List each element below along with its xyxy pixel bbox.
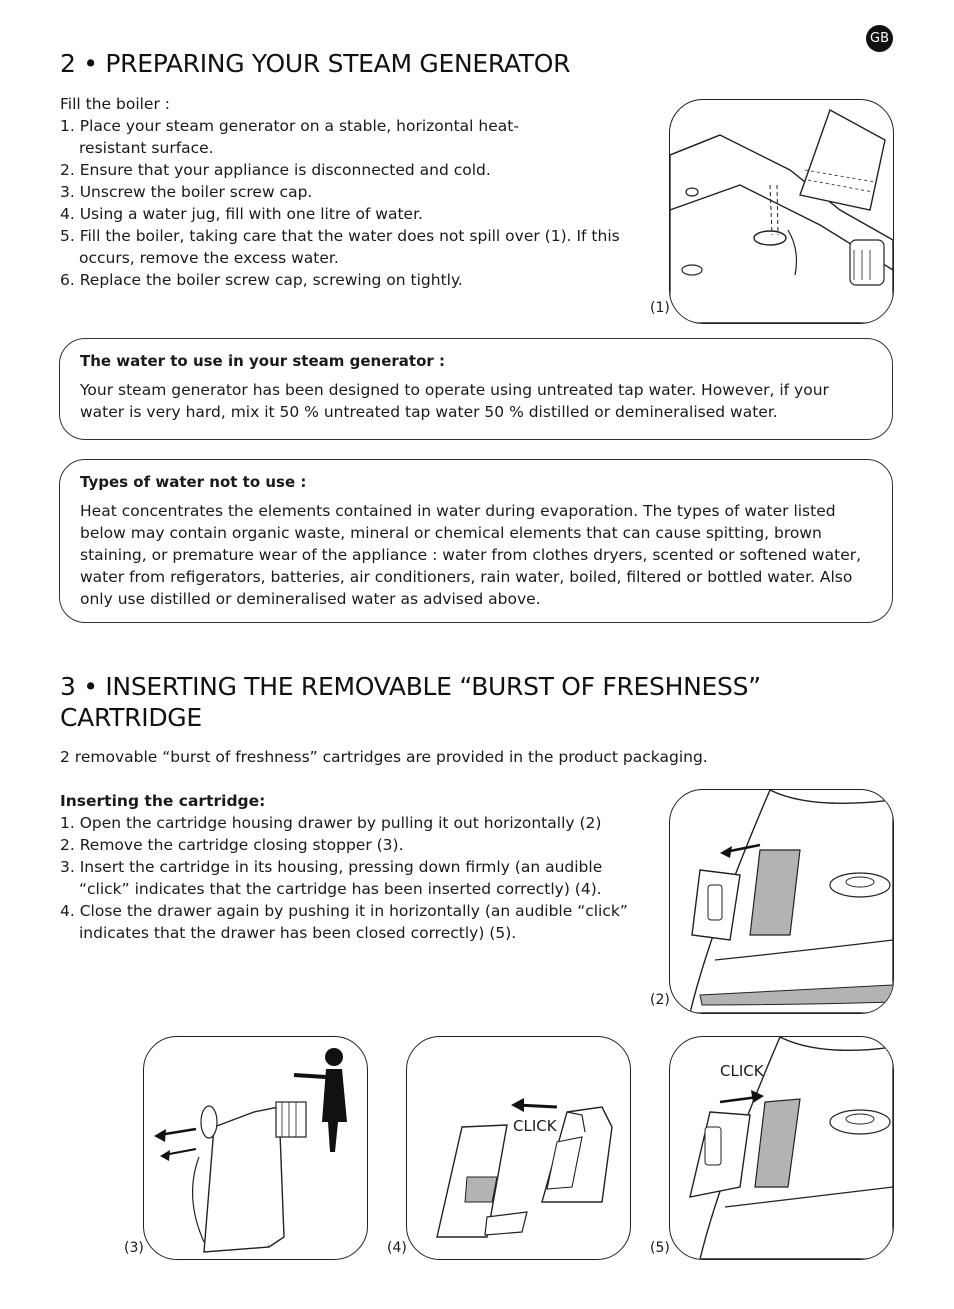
list-item: 3. Insert the cartridge in its housing, pressing down firmly (an audible “click” indicates that the cartridge has been inserted correctly) (4). — [60, 858, 603, 898]
figure-3-label: (3) — [124, 1240, 144, 1256]
section-3-title: 3 • INSERTING THE REMOVABLE “BURST OF FRESHNESS” CARTRIDGE — [60, 672, 761, 732]
boiler-fill-illustration — [670, 100, 893, 323]
language-badge: GB — [866, 25, 893, 52]
section-3-steps — [60, 812, 650, 944]
close-drawer-illustration — [670, 1037, 893, 1259]
water-not-to-use-box — [59, 459, 893, 623]
list-item: 2. Ensure that your appliance is disconnected and cold. — [60, 161, 491, 179]
figure-4-insert-cartridge — [406, 1036, 631, 1260]
click-text: CLICK — [513, 1117, 557, 1135]
click-text: CLICK — [720, 1062, 764, 1080]
figure-4-label: (4) — [387, 1240, 407, 1256]
section-2-instructions — [60, 93, 640, 291]
figure-5-close-drawer — [669, 1036, 894, 1260]
list-item: 5. Fill the boiler, taking care that the water does not spill over (1). If this occurs, remove the excess water. — [60, 227, 620, 267]
section-2-title: 2 • PREPARING YOUR STEAM GENERATOR — [60, 49, 571, 78]
insert-cartridge-illustration — [407, 1037, 630, 1259]
water-to-use-title: The water to use in your steam generator : — [80, 352, 445, 370]
water-to-use-body: Your steam generator has been designed to operate using untreated tap water. However, if your water is very hard, mix it 50 % untreated tap water 50 % distilled or demineralised water. — [80, 381, 829, 421]
list-item: 2. Remove the cartridge closing stopper (3). — [60, 836, 404, 854]
remove-stopper-illustration — [144, 1037, 367, 1259]
section-3-subheading: Inserting the cartridge: — [60, 792, 266, 810]
list-item: 4. Close the drawer again by pushing it in horizontally (an audible “click” indicates that the drawer has been closed correctly) (5). — [60, 902, 628, 942]
figure-1-label: (1) — [650, 300, 670, 316]
section-3-instructions — [60, 790, 650, 944]
figure-3-remove-stopper — [143, 1036, 368, 1260]
list-item: 1. Place your steam generator on a stable, horizontal heat-resistant surface. — [60, 117, 519, 157]
section-3-intro: 2 removable “burst of freshness” cartridges are provided in the product packaging. — [60, 748, 708, 766]
figure-2-label: (2) — [650, 992, 670, 1008]
list-item: 1. Open the cartridge housing drawer by pulling it out horizontally (2) — [60, 814, 602, 832]
figure-2-open-drawer — [669, 789, 894, 1014]
section-2-steps — [60, 115, 640, 291]
list-item: 6. Replace the boiler screw cap, screwing on tightly. — [60, 271, 463, 289]
water-not-to-use-body: Heat concentrates the elements contained in water during evaporation. The types of water listed below may contain organic waste, mineral or chemical elements that can cause spitting, brown staining, or premature wear of the appliance : water from clothes dryers, scented or softened water, water from refigerators, batteries, air conditioners, rain water, boiled, filtered or bottled water. Also only use distilled or demineralised water as advised above. — [80, 502, 862, 608]
figure-1-boiler-fill — [669, 99, 894, 324]
open-drawer-illustration — [670, 790, 893, 1013]
figure-5-label: (5) — [650, 1240, 670, 1256]
water-not-to-use-title: Types of water not to use : — [80, 473, 307, 491]
list-item: 3. Unscrew the boiler screw cap. — [60, 183, 313, 201]
water-to-use-box — [59, 338, 893, 440]
list-item: 4. Using a water jug, fill with one litre of water. — [60, 205, 423, 223]
section-2-intro: Fill the boiler : — [60, 95, 170, 113]
